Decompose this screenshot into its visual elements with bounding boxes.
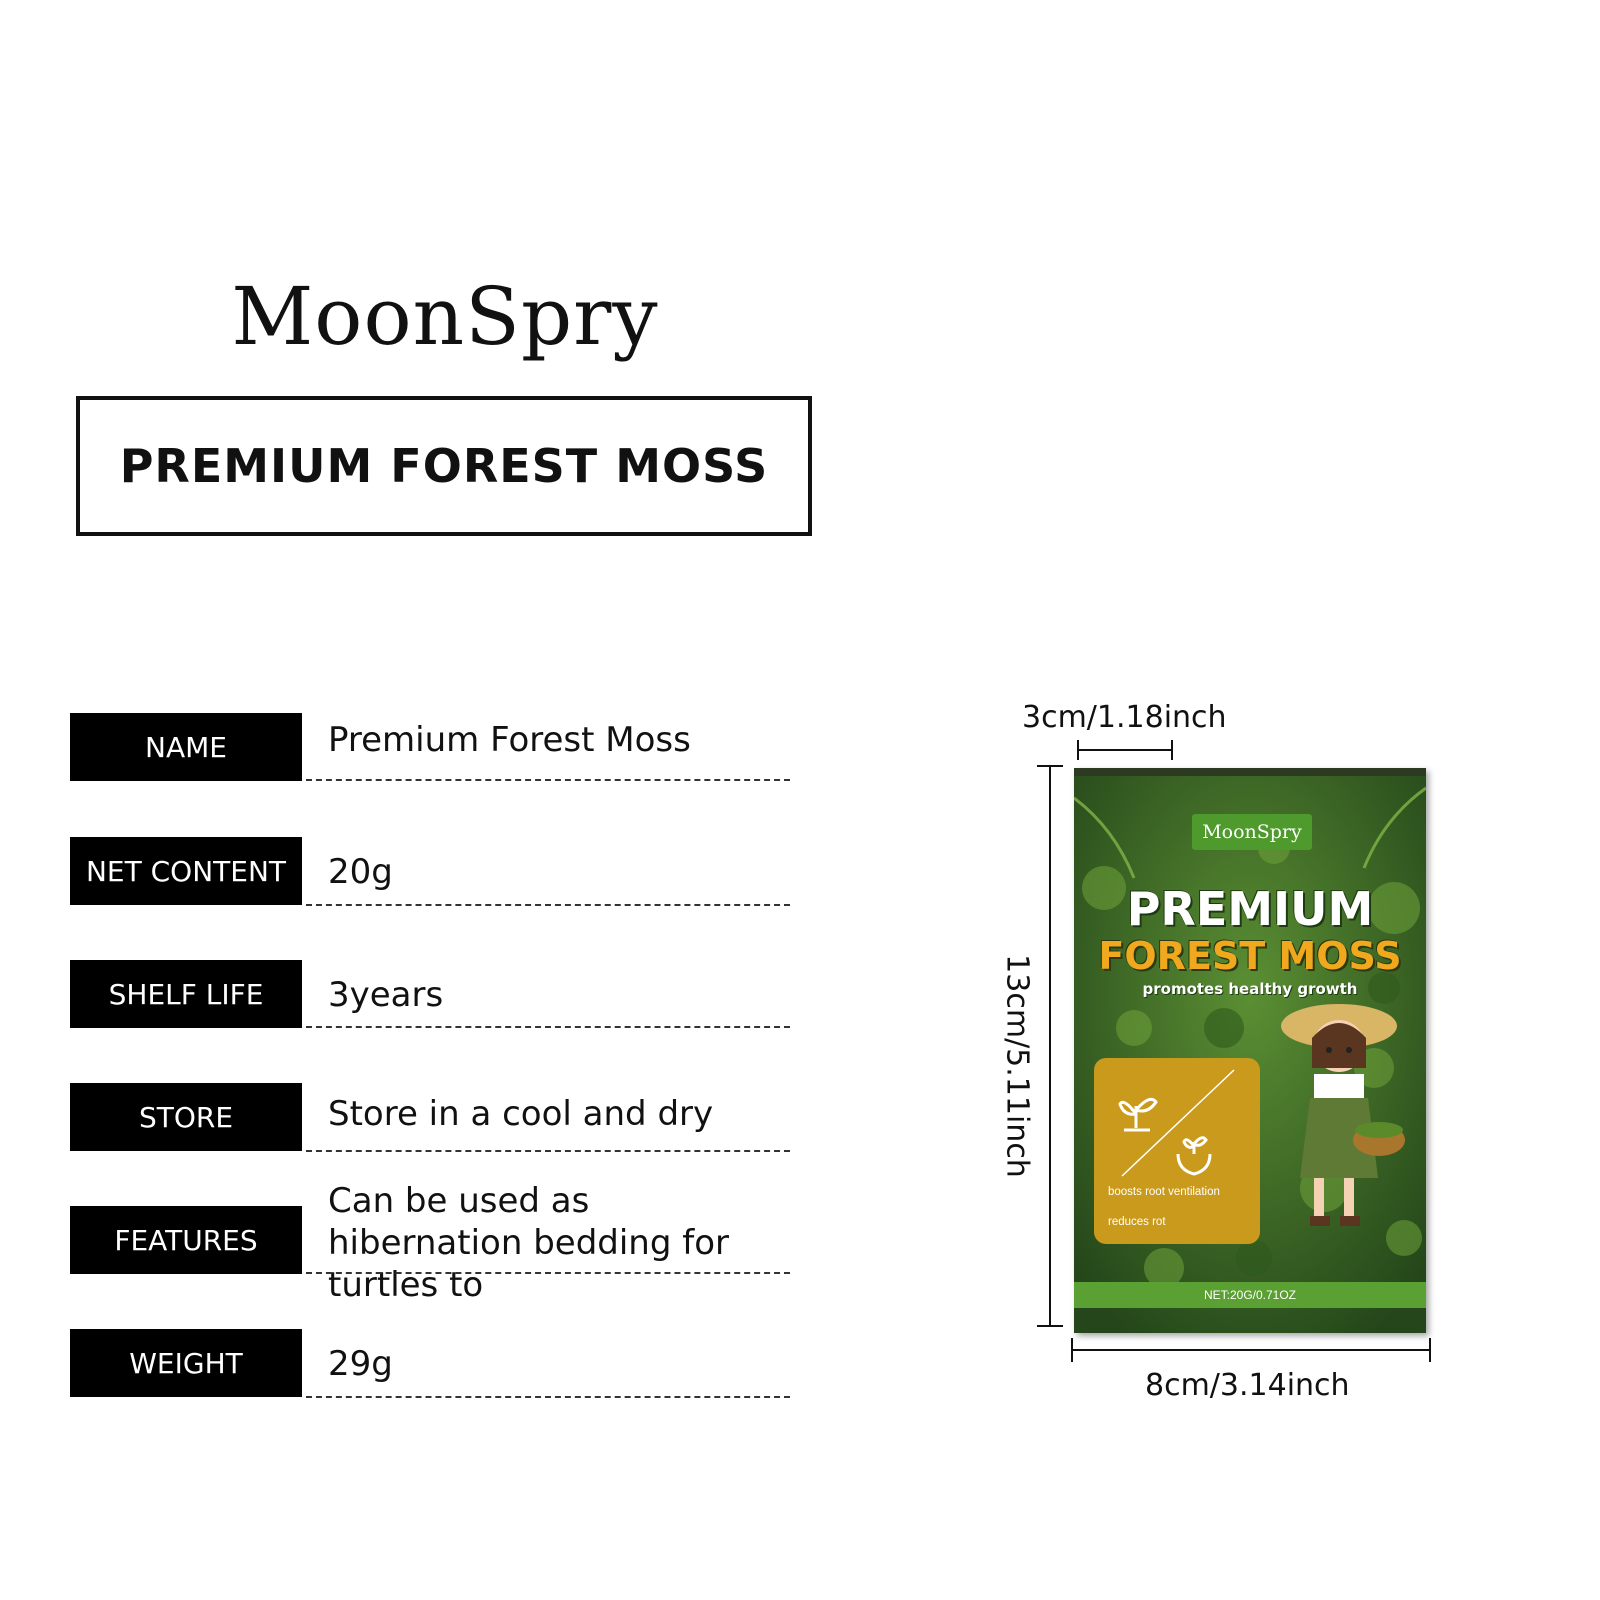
package-feature-panel [1094,1058,1260,1244]
height-dimension-tick-bottom [1037,1325,1063,1327]
brand-logo: MoonSpry [231,270,659,363]
spec-value-weight: 29g [328,1344,393,1384]
package-top-edge [1074,768,1426,776]
width-dimension-line [1071,1349,1431,1351]
dashed-divider [306,1150,790,1152]
spec-value-shelf-life: 3years [328,975,444,1015]
depth-dimension-tick-right [1171,740,1173,760]
package-title-forest-moss: FOREST MOSS [1098,934,1402,978]
dashed-divider [306,1026,790,1028]
moss-texture-background [1074,768,1426,1333]
package-net-weight: NET:20G/0.71OZ [1074,1282,1426,1308]
spec-value-store: Store in a cool and dry [328,1094,714,1134]
spec-row-store [70,1083,790,1183]
package-tagline: promotes healthy growth [1142,980,1358,998]
package-title-premium: PREMIUM [1126,882,1374,936]
spec-label-name: NAME [70,713,302,781]
product-title: PREMIUM FOREST MOSS [119,439,769,493]
spec-row-weight [70,1329,790,1429]
spec-row-name [70,713,790,813]
width-dimension-tick-right [1429,1338,1431,1362]
spec-value-features: Can be used as hibernation bedding for turtles to [328,1181,729,1305]
package-feature-rot: reduces rot [1108,1216,1166,1228]
width-dimension-tick-left [1071,1338,1073,1362]
dashed-divider [306,1396,790,1398]
spec-value-net-content: 20g [328,852,393,892]
hands-plant-icon [1178,1138,1210,1174]
spec-value-name: Premium Forest Moss [328,720,691,760]
spec-row-shelf-life [70,960,790,1060]
package-feature-ventilation: boosts root ventilation [1108,1186,1220,1198]
spec-label-store: STORE [70,1083,302,1151]
spec-row-net-content [70,837,790,937]
spec-label-net-content: NET CONTENT [70,837,302,905]
spec-row-features [70,1181,790,1306]
depth-dimension-label: 3cm/1.18inch [1022,700,1227,735]
package-brand-label: MoonSpry [1192,814,1312,850]
title-box [76,396,812,536]
product-package [1074,768,1426,1333]
depth-dimension-tick-left [1077,740,1079,760]
width-dimension-label: 8cm/3.14inch [1145,1368,1350,1403]
height-dimension-label: 13cm/5.11inch [999,954,1035,1178]
height-dimension-line [1049,765,1051,1325]
spec-label-features: FEATURES [70,1206,302,1274]
dashed-divider [306,904,790,906]
depth-dimension-line [1077,749,1173,751]
spec-label-weight: WEIGHT [70,1329,302,1397]
sprout-icon [1120,1099,1156,1130]
dashed-divider [306,779,790,781]
spec-label-shelf-life: SHELF LIFE [70,960,302,1028]
height-dimension-tick-top [1037,765,1063,767]
dashed-divider [306,1272,790,1274]
